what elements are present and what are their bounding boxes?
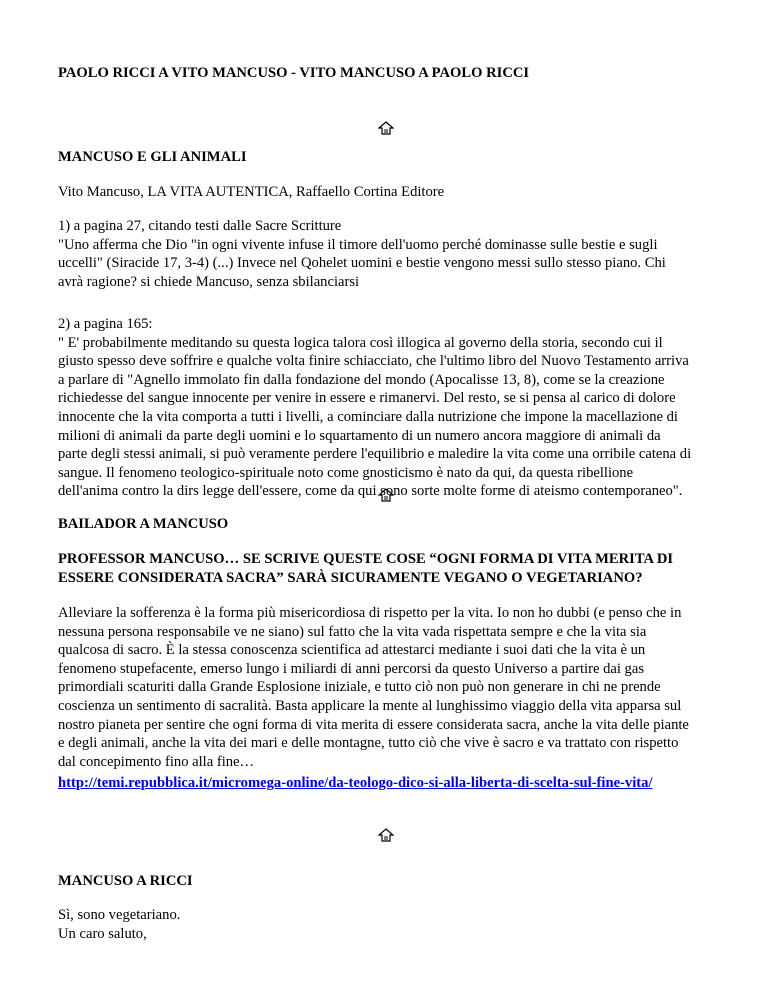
answer-paragraph [58,604,730,771]
text-line: 2) a pagina 165: [58,316,153,332]
text-line: milioni di animali da parte degli uomini e lo squartamento di un numero ancora maggiore di animali da [58,427,661,444]
section-heading-mancuso-animali: MANCUSO E GLI ANIMALI [58,149,247,165]
text-line: innocente che la vita comporta a tutti i livelli, a cominciare dalla nutrizione che impone la macellazione di [58,408,678,425]
text-line: e degli animali, anche la vita dei mari e delle montagne, tutto ciò che vive è sacro e va trattato con rispetto [58,735,679,752]
text-line: fenomeno stupefacente, emerso lungo i miliardi di anni percorsi da questo Universo a partire dai gas [58,660,644,677]
text-line: dal concepimento fino alla fine… [58,753,255,770]
text-line: Alleviare la sofferenza è la forma più misericordiosa di rispetto per la vita. Io non ho dubbi (e penso che in [58,605,682,621]
text-line: Un caro saluto, [58,925,147,942]
quote-paragraph-2 [58,315,730,501]
text-line: ESSERE CONSIDERATA SACRA” SARÀ SICURAMENTE VEGANO O VEGETARIANO? [58,569,643,586]
text-line: Sì, sono vegetariano. [58,907,181,923]
text-line: 1) a pagina 27, citando testi dalle Sacre Scritture [58,218,342,234]
page-title: PAOLO RICCI A VITO MANCUSO - VITO MANCUSO A PAOLO RICCI [58,65,530,81]
source-link-row [58,774,730,793]
section-heading-bailador: BAILADOR A MANCUSO [58,516,229,532]
quote-paragraph-1 [58,217,730,291]
text-line: a parlare di "Agnello immolato fin dalla fondazione del mondo (Apocalisse 13, 8), come se la creazione [58,371,665,388]
home-up-arrow-icon[interactable] [378,121,394,135]
text-line: PROFESSOR MANCUSO… SE SCRIVE QUESTE COSE “OGNI FORMA DI VITA MERITA DI [58,551,674,567]
section-heading-mancuso-ricci: MANCUSO A RICCI [58,873,193,889]
text-line: sangue. Il fenomeno teologico-spirituale noto come gnosticismo è nato da qui, da questa ribellione [58,464,634,481]
text-line: " E' probabilmente meditando su questa logica talora così illogica al governo della storia, secondo cui il [58,334,663,351]
text-line: qualcosa di sacro. È la stessa conoscenza scientifica ad attestarci mediante i suoi dati che la vita è un [58,642,646,659]
text-line: nessuna persona responsabile ve ne siano) sul fatto che la vita vada rispettata sempre e che la vita sia [58,623,647,640]
reply-paragraph [58,906,730,943]
text-line: dell'anima contro la dirs legge dell'essere, come da qui sono sorte molte forme di ateismo contemporaneo". [58,483,683,500]
micromega-article-link[interactable]: http://temi.repubblica.it/micromega-online/da-teologo-dico-si-alla-liberta-di-scelta-sul-fine-vita/ [58,775,653,791]
text-line: "Uno afferma che Dio "in ogni vivente infuse il timore dell'uomo perché dominasse sulle bestie e sugli [58,236,658,253]
text-line: richiedesse del sangue innocente per venire in essere e rimanervi. Del resto, se si pensa al carico di dolore [58,390,676,407]
text-line: giusto spesso deve soffrire e qualche volta finire schiacciato, che l'ultimo libro del Nuovo Testamento arriva [58,353,689,370]
home-up-arrow-icon[interactable] [378,828,394,842]
book-source: Vito Mancuso, LA VITA AUTENTICA, Raffaello Cortina Editore [58,184,445,200]
text-line: coscienza un sentimento di sacralità. Basta applicare la mente al lunghissimo viaggio della vita apparsa sul [58,697,682,714]
home-up-arrow-icon[interactable] [378,488,394,502]
text-line: primordiali scaturiti dalla Grande Esplosione iniziale, e tutto ciò non può non generare in chi ne prende [58,679,661,696]
question-heading [58,550,730,587]
text-line: uccelli" (Siracide 17, 3-4) (...) Invece nel Qohelet uomini e bestie vengono messi sullo stesso piano. Chi [58,255,666,272]
text-line: nostro pianeta per sentire che ogni forma di vita merita di essere considerata sacra, anche la vita delle piante [58,716,689,733]
text-line: avrà ragione? si chiede Mancuso, senza sbilanciarsi [58,273,360,290]
text-line: parte degli stessi animali, si può veramente perdere l'equilibrio e maledire la vita come una orribile catena di [58,446,692,463]
